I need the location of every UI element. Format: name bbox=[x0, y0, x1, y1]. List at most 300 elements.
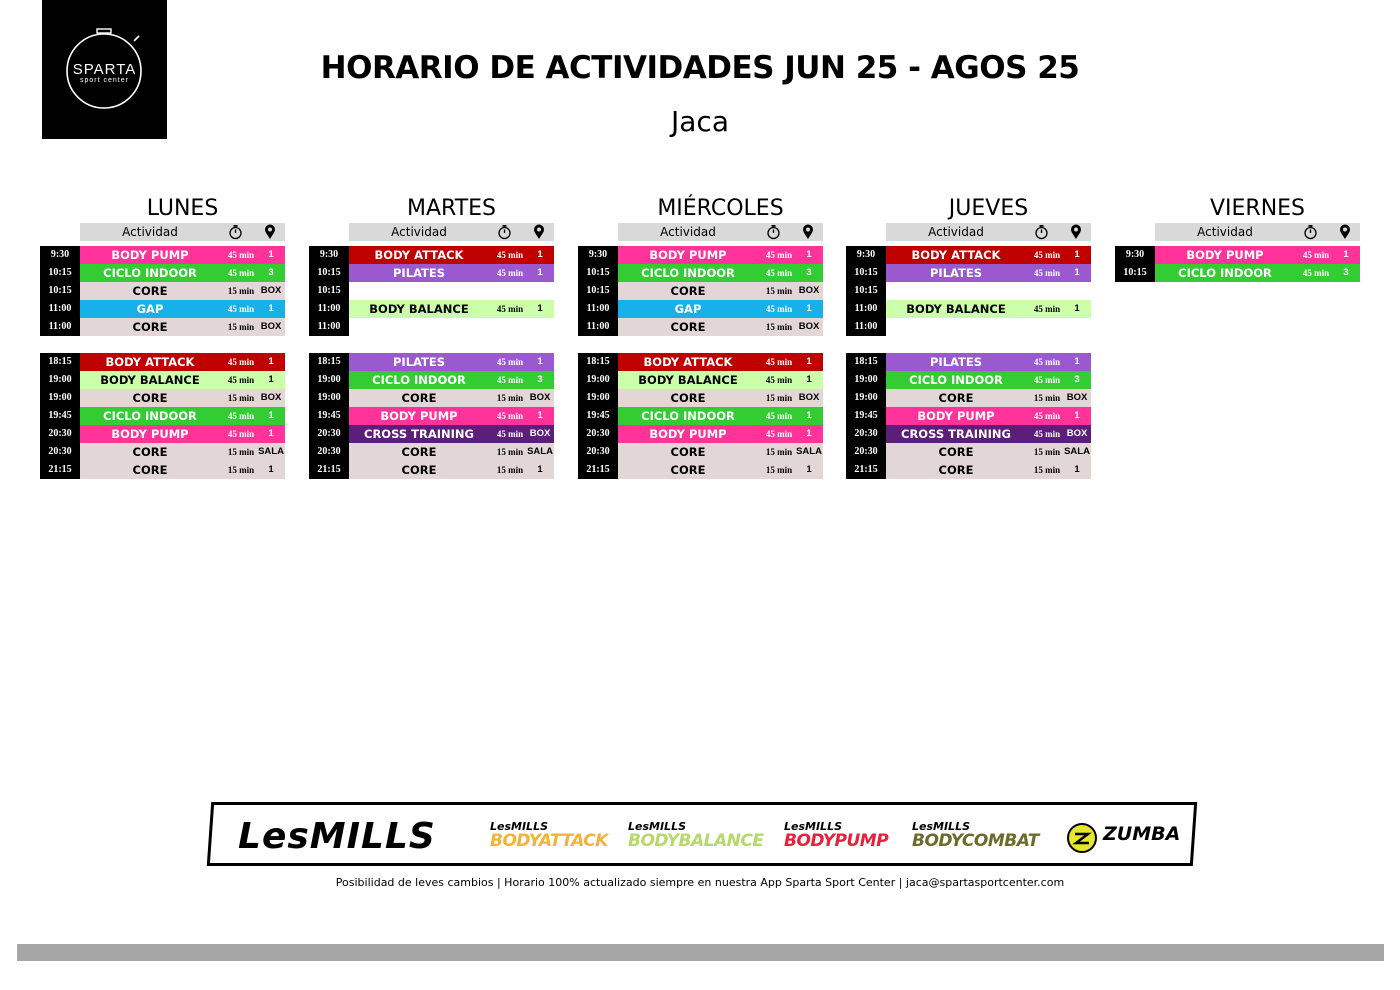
location-pin-icon bbox=[533, 224, 545, 240]
schedule-row bbox=[40, 300, 285, 318]
room: 1 bbox=[537, 356, 543, 367]
room: 3 bbox=[268, 267, 274, 278]
room: BOX bbox=[1066, 392, 1088, 403]
schedule-row bbox=[309, 264, 554, 282]
time-cell: 19:00 bbox=[846, 371, 886, 389]
location-pin-icon bbox=[264, 224, 276, 240]
activity-cell bbox=[618, 461, 823, 479]
duration: 45 min bbox=[227, 429, 255, 439]
duration: 15 min bbox=[227, 465, 255, 475]
schedule-row bbox=[578, 282, 823, 300]
stopwatch-icon bbox=[228, 224, 243, 240]
activity-name: CORE bbox=[401, 463, 437, 477]
activity-name: CORE bbox=[132, 391, 168, 405]
activity-header: Actividad bbox=[1197, 225, 1253, 239]
time-cell: 10:15 bbox=[1115, 264, 1155, 282]
room: 1 bbox=[806, 303, 812, 314]
schedule-row bbox=[40, 282, 285, 300]
activity-name: CICLO INDOOR bbox=[641, 409, 735, 423]
duration: 15 min bbox=[227, 286, 255, 296]
schedule-row bbox=[309, 246, 554, 264]
room: BOX bbox=[798, 285, 820, 296]
room: BOX bbox=[529, 392, 551, 403]
activity-cell bbox=[349, 264, 554, 282]
schedule-row bbox=[846, 407, 1091, 425]
activity-cell bbox=[886, 371, 1091, 389]
activity-name: CORE bbox=[670, 391, 706, 405]
time-cell: 20:30 bbox=[309, 443, 349, 461]
schedule-row bbox=[578, 371, 823, 389]
stopwatch-icon bbox=[497, 224, 512, 240]
activity-cell bbox=[618, 407, 823, 425]
schedule-row bbox=[578, 318, 823, 336]
activity-cell bbox=[349, 425, 554, 443]
location-pin-icon bbox=[1070, 224, 1082, 240]
evening-block bbox=[578, 353, 823, 479]
time-cell: 9:30 bbox=[1115, 246, 1155, 264]
morning-block bbox=[578, 246, 823, 336]
bodypump-logo-top: LesMILLS bbox=[784, 820, 842, 833]
duration: 15 min bbox=[1033, 393, 1061, 403]
time-cell: 11:00 bbox=[40, 300, 80, 318]
duration: 15 min bbox=[496, 465, 524, 475]
time-cell: 20:30 bbox=[578, 425, 618, 443]
duration: 45 min bbox=[227, 304, 255, 314]
time-cell: 9:30 bbox=[578, 246, 618, 264]
time-cell: 19:00 bbox=[40, 371, 80, 389]
time-cell: 20:30 bbox=[578, 443, 618, 461]
schedule-row bbox=[846, 443, 1091, 461]
bodyattack-logo-name: BODYATTACK bbox=[490, 831, 608, 851]
duration: 15 min bbox=[765, 465, 793, 475]
room: BOX bbox=[260, 285, 282, 296]
activity-cell bbox=[349, 443, 554, 461]
activity-cell bbox=[80, 461, 285, 479]
bottom-bar bbox=[17, 944, 1384, 961]
day-name: LUNES bbox=[146, 196, 219, 221]
schedule-row bbox=[846, 461, 1091, 479]
time-cell: 18:15 bbox=[40, 353, 80, 371]
activity-cell bbox=[886, 389, 1091, 407]
duration: 45 min bbox=[765, 429, 793, 439]
duration: 45 min bbox=[765, 411, 793, 421]
activity-cell bbox=[80, 246, 285, 264]
schedule-row bbox=[309, 300, 554, 318]
activity-name: BODY BALANCE bbox=[638, 373, 738, 387]
schedule-row bbox=[40, 353, 285, 371]
duration: 45 min bbox=[765, 268, 793, 278]
duration: 15 min bbox=[765, 393, 793, 403]
time-cell: 11:00 bbox=[309, 300, 349, 318]
logo-subtitle: sport center bbox=[80, 77, 129, 84]
room: BOX bbox=[260, 321, 282, 332]
activity-name: CORE bbox=[938, 391, 974, 405]
activity-name: BODY ATTACK bbox=[105, 355, 195, 369]
room: 1 bbox=[537, 249, 543, 260]
activity-cell bbox=[886, 264, 1091, 282]
room: 1 bbox=[806, 464, 812, 475]
time-cell: 10:15 bbox=[846, 264, 886, 282]
schedule-row bbox=[846, 246, 1091, 264]
schedule-row bbox=[40, 246, 285, 264]
time-cell: 19:00 bbox=[846, 389, 886, 407]
evening-block bbox=[40, 353, 285, 479]
duration: 45 min bbox=[765, 357, 793, 367]
schedule-row bbox=[40, 443, 285, 461]
duration: 45 min bbox=[1302, 250, 1330, 260]
duration: 45 min bbox=[496, 375, 524, 385]
time-cell: 19:00 bbox=[578, 389, 618, 407]
schedule-row bbox=[578, 389, 823, 407]
duration: 45 min bbox=[227, 268, 255, 278]
room: 1 bbox=[268, 410, 274, 421]
room: BOX bbox=[260, 392, 282, 403]
time-cell: 10:15 bbox=[40, 264, 80, 282]
room: 1 bbox=[806, 410, 812, 421]
schedule-row bbox=[40, 407, 285, 425]
activity-cell bbox=[886, 300, 1091, 318]
schedule-row bbox=[309, 282, 554, 300]
room: 1 bbox=[806, 428, 812, 439]
morning-block bbox=[40, 246, 285, 336]
footer-note: Posibilidad de leves cambios | Horario 100% actualizado siempre en nuestra App Sparta Sport Center | jaca@spartasportcenter.com bbox=[335, 876, 1065, 889]
duration: 15 min bbox=[765, 447, 793, 457]
time-cell: 19:45 bbox=[309, 407, 349, 425]
room: 1 bbox=[1343, 249, 1349, 260]
activity-name: BODY ATTACK bbox=[374, 248, 464, 262]
day-name: MARTES bbox=[406, 196, 497, 221]
time-cell: 9:30 bbox=[40, 246, 80, 264]
room: SALA bbox=[796, 446, 822, 457]
zumba-logo-text: ZUMBA bbox=[1103, 823, 1181, 845]
duration: 45 min bbox=[496, 250, 524, 260]
morning-block bbox=[1115, 246, 1360, 282]
activity-name: BODY PUMP bbox=[917, 409, 995, 423]
duration: 15 min bbox=[765, 322, 793, 332]
activity-name: BODY BALANCE bbox=[906, 302, 1006, 316]
activity-name: PILATES bbox=[392, 266, 446, 280]
duration: 45 min bbox=[496, 304, 524, 314]
time-cell: 10:15 bbox=[578, 282, 618, 300]
room: 1 bbox=[268, 428, 274, 439]
room: 1 bbox=[806, 374, 812, 385]
bodypump-logo bbox=[784, 820, 888, 851]
schedule-row bbox=[846, 282, 1091, 300]
activity-cell bbox=[886, 246, 1091, 264]
schedule-row bbox=[309, 318, 554, 336]
schedule-row bbox=[40, 389, 285, 407]
room: 1 bbox=[1074, 464, 1080, 475]
activity-header: Actividad bbox=[928, 225, 984, 239]
duration: 45 min bbox=[496, 411, 524, 421]
activity-cell bbox=[349, 371, 554, 389]
duration: 45 min bbox=[765, 375, 793, 385]
activity-name: CICLO INDOOR bbox=[909, 373, 1003, 387]
activity-cell bbox=[618, 300, 823, 318]
activity-name: CORE bbox=[670, 445, 706, 459]
duration: 15 min bbox=[496, 393, 524, 403]
schedule-row bbox=[846, 389, 1091, 407]
activity-cell bbox=[1155, 264, 1360, 282]
day-name: VIERNES bbox=[1209, 196, 1306, 221]
activity-cell bbox=[80, 353, 285, 371]
day-name: MIÉRCOLES bbox=[657, 196, 784, 221]
schedule-row bbox=[846, 353, 1091, 371]
duration: 45 min bbox=[227, 375, 255, 385]
schedule-row bbox=[578, 300, 823, 318]
time-cell: 19:45 bbox=[578, 407, 618, 425]
activity-name: CORE bbox=[938, 445, 974, 459]
table-header bbox=[80, 223, 285, 241]
duration: 45 min bbox=[496, 357, 524, 367]
schedule-row bbox=[309, 425, 554, 443]
bodyattack-logo bbox=[490, 820, 608, 851]
activity-name: CROSS TRAINING bbox=[364, 427, 474, 441]
room: 1 bbox=[1074, 410, 1080, 421]
activity-name: BODY BALANCE bbox=[369, 302, 469, 316]
stopwatch-icon bbox=[1034, 224, 1049, 240]
activity-name: BODY PUMP bbox=[649, 427, 727, 441]
activity-cell bbox=[349, 407, 554, 425]
activity-name: BODY BALANCE bbox=[100, 373, 200, 387]
activity-header: Actividad bbox=[660, 225, 716, 239]
activity-header: Actividad bbox=[391, 225, 447, 239]
schedule-row bbox=[309, 353, 554, 371]
bodycombat-logo-name: BODYCOMBAT bbox=[912, 831, 1039, 851]
bodypump-logo-name: BODYPUMP bbox=[784, 831, 889, 851]
lesmills-logo: LesMILLS bbox=[238, 816, 436, 857]
room: 1 bbox=[1074, 267, 1080, 278]
duration: 45 min bbox=[1033, 357, 1061, 367]
room: 1 bbox=[268, 249, 274, 260]
room: SALA bbox=[258, 446, 284, 457]
activity-name: CICLO INDOOR bbox=[641, 266, 735, 280]
time-cell: 11:00 bbox=[846, 300, 886, 318]
activity-name: CORE bbox=[132, 445, 168, 459]
duration: 45 min bbox=[227, 357, 255, 367]
activity-cell bbox=[80, 425, 285, 443]
schedule-row bbox=[309, 371, 554, 389]
duration: 45 min bbox=[1033, 304, 1061, 314]
time-cell: 18:15 bbox=[846, 353, 886, 371]
schedule-row bbox=[309, 443, 554, 461]
room: SALA bbox=[1064, 446, 1090, 457]
activity-cell bbox=[349, 461, 554, 479]
time-cell: 18:15 bbox=[309, 353, 349, 371]
room: BOX bbox=[1066, 428, 1088, 439]
activity-cell bbox=[618, 246, 823, 264]
activity-cell bbox=[349, 300, 554, 318]
duration: 45 min bbox=[227, 250, 255, 260]
time-cell: 11:00 bbox=[578, 318, 618, 336]
activity-name: BODY PUMP bbox=[111, 248, 189, 262]
schedule-row bbox=[846, 300, 1091, 318]
duration: 15 min bbox=[227, 322, 255, 332]
time-cell: 11:00 bbox=[40, 318, 80, 336]
schedule-row bbox=[309, 461, 554, 479]
room: 1 bbox=[537, 267, 543, 278]
activity-cell bbox=[349, 353, 554, 371]
activity-cell bbox=[80, 407, 285, 425]
duration: 45 min bbox=[227, 411, 255, 421]
activity-cell bbox=[618, 318, 823, 336]
activity-name: CORE bbox=[132, 320, 168, 334]
table-header bbox=[618, 223, 823, 241]
activity-name: CORE bbox=[670, 320, 706, 334]
activity-name: GAP bbox=[136, 302, 164, 316]
time-cell: 19:45 bbox=[40, 407, 80, 425]
bodycombat-logo-top: LesMILLS bbox=[912, 820, 970, 833]
activity-name: CORE bbox=[132, 463, 168, 477]
stopwatch-icon bbox=[1303, 224, 1318, 240]
stopwatch-icon bbox=[766, 224, 781, 240]
activity-cell bbox=[618, 264, 823, 282]
time-cell: 21:15 bbox=[40, 461, 80, 479]
location-pin-icon bbox=[802, 224, 814, 240]
schedule-row bbox=[1115, 246, 1360, 264]
time-cell: 19:00 bbox=[309, 389, 349, 407]
room: 3 bbox=[537, 374, 543, 385]
activity-name: BODY PUMP bbox=[649, 248, 727, 262]
schedule-row bbox=[40, 264, 285, 282]
activity-name: CICLO INDOOR bbox=[1178, 266, 1272, 280]
activity-cell bbox=[80, 443, 285, 461]
time-cell: 19:00 bbox=[40, 389, 80, 407]
activity-cell bbox=[886, 443, 1091, 461]
activity-name: CORE bbox=[132, 284, 168, 298]
room: 1 bbox=[806, 356, 812, 367]
schedule-row bbox=[40, 461, 285, 479]
schedule-row bbox=[40, 371, 285, 389]
schedule-row bbox=[846, 264, 1091, 282]
time-cell: 21:15 bbox=[578, 461, 618, 479]
activity-header: Actividad bbox=[122, 225, 178, 239]
activity-cell bbox=[886, 461, 1091, 479]
duration: 45 min bbox=[1033, 411, 1061, 421]
room: 3 bbox=[1074, 374, 1080, 385]
activity-cell bbox=[886, 282, 1091, 300]
location-pin-icon bbox=[1339, 224, 1351, 240]
duration: 15 min bbox=[227, 393, 255, 403]
activity-name: GAP bbox=[674, 302, 702, 316]
room: 1 bbox=[1074, 356, 1080, 367]
time-cell: 19:00 bbox=[309, 371, 349, 389]
logo-name: SPARTA bbox=[72, 61, 137, 78]
activity-cell bbox=[349, 318, 554, 336]
room: BOX bbox=[798, 321, 820, 332]
activity-cell bbox=[618, 371, 823, 389]
room: 1 bbox=[806, 249, 812, 260]
duration: 15 min bbox=[1033, 447, 1061, 457]
activity-name: CORE bbox=[670, 463, 706, 477]
duration: 15 min bbox=[1033, 465, 1061, 475]
schedule-row bbox=[309, 389, 554, 407]
activity-cell bbox=[886, 353, 1091, 371]
time-cell: 20:30 bbox=[40, 443, 80, 461]
room: 3 bbox=[806, 267, 812, 278]
duration: 45 min bbox=[765, 304, 793, 314]
room: 1 bbox=[268, 464, 274, 475]
time-cell: 20:30 bbox=[846, 425, 886, 443]
activity-name: CORE bbox=[670, 284, 706, 298]
activity-name: BODY PUMP bbox=[380, 409, 458, 423]
evening-block bbox=[309, 353, 554, 479]
day-name: JUEVES bbox=[948, 196, 1029, 221]
activity-cell bbox=[618, 443, 823, 461]
schedule-row bbox=[578, 353, 823, 371]
duration: 45 min bbox=[496, 268, 524, 278]
activity-cell bbox=[1155, 246, 1360, 264]
duration: 45 min bbox=[1033, 250, 1061, 260]
duration: 15 min bbox=[765, 286, 793, 296]
duration: 45 min bbox=[1033, 429, 1061, 439]
room: 1 bbox=[537, 410, 543, 421]
bodycombat-logo bbox=[912, 820, 1039, 851]
activity-cell bbox=[80, 389, 285, 407]
schedule-row bbox=[846, 425, 1091, 443]
schedule-row bbox=[578, 443, 823, 461]
schedule-row bbox=[846, 371, 1091, 389]
time-cell: 10:15 bbox=[309, 264, 349, 282]
activity-cell bbox=[618, 389, 823, 407]
schedule-row bbox=[578, 461, 823, 479]
activity-name: CICLO INDOOR bbox=[103, 409, 197, 423]
activity-name: CORE bbox=[938, 463, 974, 477]
duration: 45 min bbox=[1302, 268, 1330, 278]
activity-name: BODY ATTACK bbox=[911, 248, 1001, 262]
bodybalance-logo bbox=[628, 820, 763, 851]
activity-name: CICLO INDOOR bbox=[103, 266, 197, 280]
room: 1 bbox=[1074, 249, 1080, 260]
activity-cell bbox=[80, 300, 285, 318]
zumba-icon bbox=[1066, 822, 1098, 854]
activity-name: BODY PUMP bbox=[111, 427, 189, 441]
table-header bbox=[886, 223, 1091, 241]
activity-cell bbox=[349, 282, 554, 300]
activity-cell bbox=[618, 282, 823, 300]
activity-cell bbox=[80, 264, 285, 282]
activity-cell bbox=[886, 425, 1091, 443]
time-cell: 19:00 bbox=[578, 371, 618, 389]
time-cell: 11:00 bbox=[846, 318, 886, 336]
schedule-row bbox=[309, 407, 554, 425]
time-cell: 20:30 bbox=[40, 425, 80, 443]
room: 3 bbox=[1343, 267, 1349, 278]
time-cell: 9:30 bbox=[309, 246, 349, 264]
duration: 45 min bbox=[765, 250, 793, 260]
evening-block bbox=[846, 353, 1091, 479]
schedule-row bbox=[40, 318, 285, 336]
activity-name: CORE bbox=[401, 445, 437, 459]
room: SALA bbox=[527, 446, 553, 457]
duration: 45 min bbox=[1033, 268, 1061, 278]
schedule-row bbox=[1115, 264, 1360, 282]
activity-cell bbox=[349, 246, 554, 264]
time-cell: 18:15 bbox=[578, 353, 618, 371]
activity-name: PILATES bbox=[929, 355, 983, 369]
schedule-row bbox=[578, 246, 823, 264]
activity-cell bbox=[886, 318, 1091, 336]
room: 1 bbox=[1074, 303, 1080, 314]
activity-name: PILATES bbox=[929, 266, 983, 280]
room: 1 bbox=[268, 356, 274, 367]
duration: 45 min bbox=[1033, 375, 1061, 385]
activity-name: CICLO INDOOR bbox=[372, 373, 466, 387]
table-header bbox=[1155, 223, 1360, 241]
activity-name: CORE bbox=[401, 391, 437, 405]
duration: 15 min bbox=[496, 447, 524, 457]
time-cell: 10:15 bbox=[309, 282, 349, 300]
